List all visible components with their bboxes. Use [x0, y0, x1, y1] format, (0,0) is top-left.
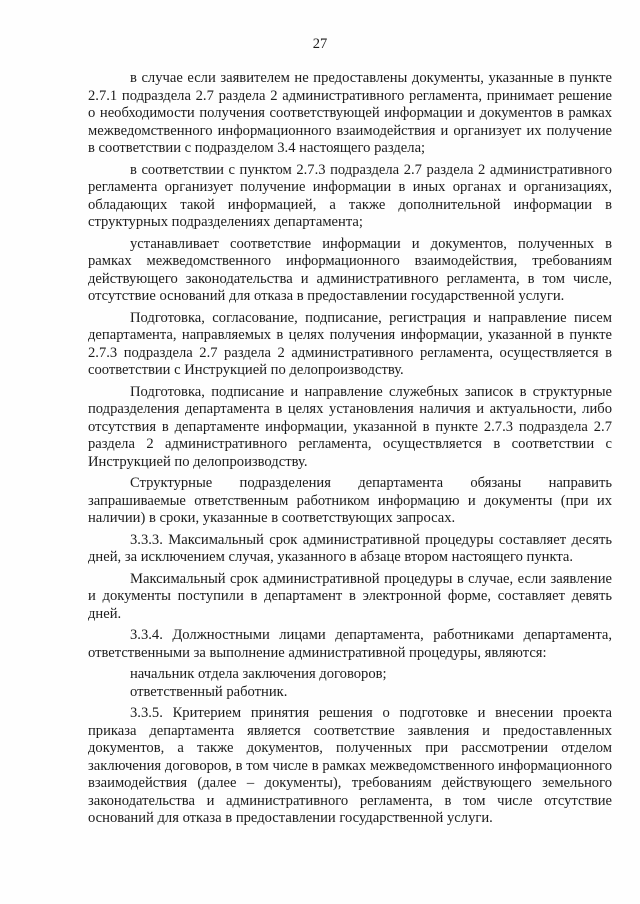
document-body: [88, 70, 612, 832]
paragraph-4: Подготовка, согласование, подписание, регистрация и направление писем департамента, направляемых в целях получения информации, указанной в пункте 2.7.3 подраздела 2.7 раздела 2 административного регламента, осуществляется в соответствии с Инструкцией по делопроизводству.: [88, 309, 612, 378]
paragraph-7: 3.3.3. Максимальный срок административной процедуры составляет десять дней, за исключением случая, указанного в абзаце втором настоящего пункта.: [88, 531, 612, 565]
paragraph-6: Структурные подразделения департамента обязаны направить запрашиваемые ответственным работником информацию и документы (при их наличии) в сроки, указанные в соответствующих запросах.: [88, 475, 612, 526]
paragraph-3: устанавливает соответствие информации и документов, полученных в рамках межведомственного информационного взаимодействия, требованиям действующего законодательства и административного регламента, в том числе, отсутствие оснований для отказа в предоставлении государственной услуги.: [88, 235, 612, 304]
paragraph-12: 3.3.5. Критерием принятия решения о подготовке и внесении проекта приказа департамента является соответствие заявления и предоставленных документов, а также документов, полученных при рассмотрении отделом заключения договоров, в том числе в рамках межведомственного информационного взаимодействия (далее – документы), требованиям действующего земельного законодательства и административного регламента, в том числе отсутствие оснований для отказа в предоставлении государственной услуги.: [88, 705, 612, 826]
paragraph-11: ответственный работник.: [130, 683, 288, 700]
paragraph-8: Максимальный срок административной процедуры в случае, если заявление и документы поступили в департамент в электронной форме, составляет девять дней.: [88, 570, 612, 622]
paragraph-5: Подготовка, подписание и направление служебных записок в структурные подразделения департамента в целях установления наличия и актуальности, либо отсутствия в департаменте информации, указанной в пункте 2.7.3 подраздела 2.7 раздела 2 административного регламента, осуществляется в соответствии с Инструкцией по делопроизводству.: [88, 383, 612, 470]
paragraph-10: начальник отдела заключения договоров;: [130, 666, 387, 682]
paragraph-2: в соответствии с пунктом 2.7.3 подраздела 2.7 раздела 2 административного регламента организует получение информации в иных органах и организациях, обладающих такой информацией, а также дополнительной информации в структурных подразделениях департамента;: [88, 161, 612, 230]
paragraph-9: 3.3.4. Должностными лицами департамента, работниками департамента, ответственными за выполнение административной процедуры, являются:: [88, 627, 612, 661]
paragraph-1: в случае если заявителем не предоставлены документы, указанные в пункте 2.7.1 подраздела 2.7 раздела 2 административного регламента, принимает решение о необходимости получения соответствующей информации и документов в рамках межведомственного информационного взаимодействия и организует их получение в соответствии с подразделом 3.4 настоящего раздела;: [88, 70, 612, 156]
page-number: 27: [312, 36, 328, 52]
